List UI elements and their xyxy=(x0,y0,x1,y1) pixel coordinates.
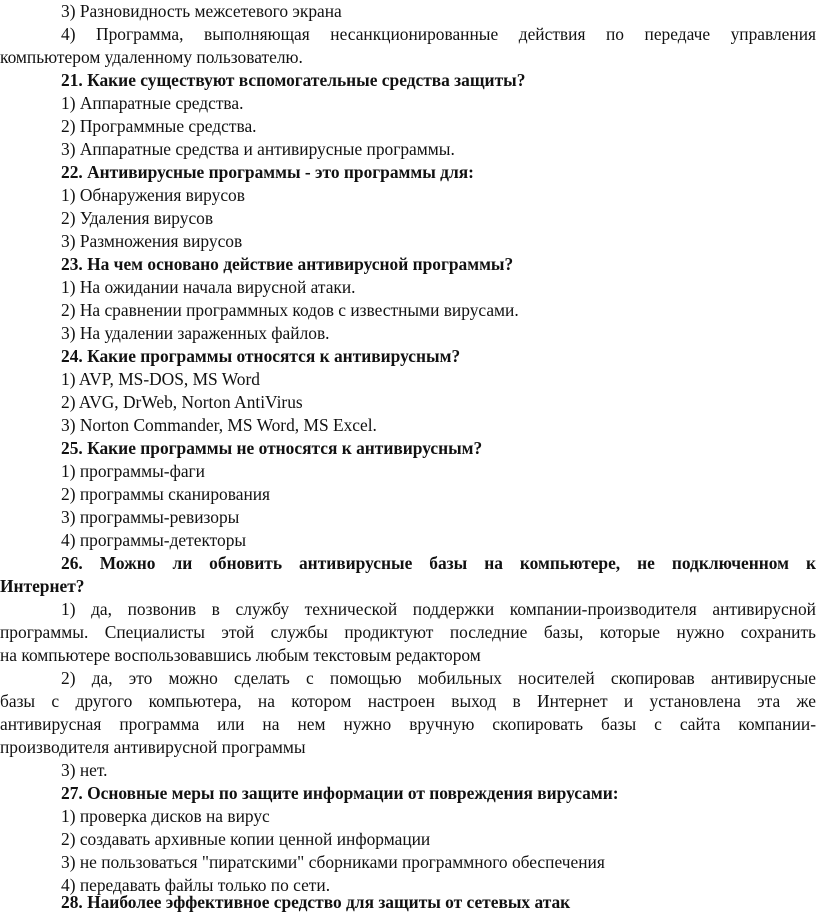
answer-line: 3) Размножения вирусов xyxy=(61,231,243,251)
question-heading-continuation: Интернет? xyxy=(0,576,85,596)
answer-line: 1) AVP, MS-DOS, MS Word xyxy=(61,369,260,389)
answer-line: 2) программы сканирования xyxy=(61,484,271,504)
answer-line: 2) да, это можно сделать с помощью мобильных носителей скопировав антивирусные xyxy=(61,668,816,688)
question-heading: 25. Какие программы не относятся к антивирусным? xyxy=(61,438,483,458)
question-heading: 21. Какие существуют вспомогательные средства защиты? xyxy=(61,70,526,90)
answer-line: 4) Программа, выполняющая несанкционированные действия по передаче управления xyxy=(61,24,816,44)
answer-line: программы. Специалисты этой службы продиктуют последние базы, которые нужно сохранить xyxy=(0,622,816,642)
answer-line: 3) нет. xyxy=(61,760,108,780)
answer-line: компьютером удаленному пользователю. xyxy=(0,47,303,67)
answer-line: 1) На ожидании начала вирусной атаки. xyxy=(61,277,356,297)
answer-line: 1) да, позвонив в службу технической поддержки компании-производителя антивирусной xyxy=(61,599,816,619)
answer-line: 2) Удаления вирусов xyxy=(61,208,214,228)
question-heading: 26. Можно ли обновить антивирусные базы на компьютере, не подключенном к xyxy=(61,553,816,573)
answer-line: 1) Обнаружения вирусов xyxy=(61,185,245,205)
answer-line: 2) Программные средства. xyxy=(61,116,257,136)
answer-line: на компьютере воспользовавшись любым текстовым редактором xyxy=(0,645,481,665)
question-heading: 22. Антивирусные программы - это программы для: xyxy=(61,162,474,182)
answer-line: 3) На удалении зараженных файлов. xyxy=(61,323,330,343)
answer-line: 4) передавать файлы только по сети. xyxy=(61,875,331,895)
answer-line: 3) не пользоваться "пиратскими" сборниками программного обеспечения xyxy=(61,852,605,872)
answer-line: 2) создавать архивные копии ценной информации xyxy=(61,829,431,849)
question-heading: 28. Наиболее эффективное средство для защиты от сетевых атак xyxy=(61,892,571,912)
question-heading: 27. Основные меры по защите информации от повреждения вирусами: xyxy=(61,783,619,803)
answer-line: 4) программы-детекторы xyxy=(61,530,247,550)
answer-line: производителя антивирусной программы xyxy=(0,737,306,757)
answer-line: 3) программы-ревизоры xyxy=(61,507,240,527)
question-heading: 23. На чем основано действие антивирусной программы? xyxy=(61,254,514,274)
answer-line: 2) AVG, DrWeb, Norton AntiVirus xyxy=(61,392,303,412)
answer-line: 2) На сравнении программных кодов с известными вирусами. xyxy=(61,300,519,320)
question-heading: 24. Какие программы относятся к антивирусным? xyxy=(61,346,461,366)
answer-line: 1) проверка дисков на вирус xyxy=(61,806,270,826)
answer-line: антивирусная программа или на нем нужно вручную скопировать базы с сайта компании- xyxy=(0,714,816,734)
answer-line: 3) Разновидность межсетевого экрана xyxy=(61,1,342,21)
answer-line: 1) программы-фаги xyxy=(61,461,205,481)
answer-line: 3) Norton Commander, MS Word, MS Excel. xyxy=(61,415,377,435)
answer-line: базы с другого компьютера, на котором настроен выход в Интернет и установлена эта же xyxy=(0,691,816,711)
answer-line: 3) Аппаратные средства и антивирусные программы. xyxy=(61,139,455,159)
answer-line: 1) Аппаратные средства. xyxy=(61,93,244,113)
